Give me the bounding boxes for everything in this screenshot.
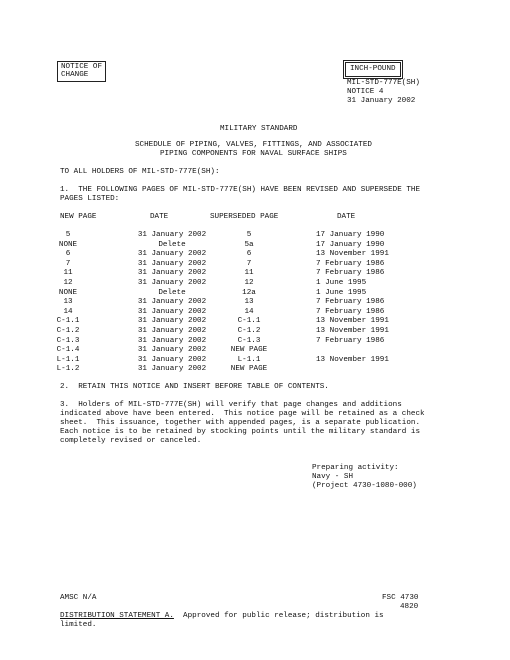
new-date-cell: 31 January 2002 bbox=[137, 231, 207, 239]
superseded-page-cell: NEW PAGE bbox=[230, 365, 268, 374]
table-row bbox=[0, 250, 510, 260]
amsc-code: AMSC N/A bbox=[60, 594, 97, 602]
table-row bbox=[0, 269, 510, 279]
new-page-cell: 5 bbox=[65, 231, 71, 239]
new-page-cell: C-1.1 bbox=[56, 317, 80, 326]
superseded-date-cell: 13 November 1991 bbox=[316, 250, 389, 259]
superseded-page-cell: 13 bbox=[244, 298, 254, 307]
table-row bbox=[0, 346, 510, 356]
new-date-cell: 31 January 2002 bbox=[137, 259, 207, 268]
new-date-cell: 31 January 2002 bbox=[137, 279, 207, 287]
inch-pound-box: INCH-POUND bbox=[345, 62, 401, 77]
table-row bbox=[0, 241, 510, 251]
superseded-page-cell: C-1.2 bbox=[237, 327, 261, 335]
superseded-page-cell: C-1.3 bbox=[237, 336, 261, 345]
superseded-page-cell: C-1.1 bbox=[237, 317, 261, 326]
new-date-cell: 31 January 2002 bbox=[137, 346, 207, 355]
table-row bbox=[0, 356, 510, 366]
table-header-date: DATE bbox=[150, 213, 169, 221]
table-row bbox=[0, 279, 510, 289]
new-page-cell: 6 bbox=[65, 250, 71, 259]
superseded-date-cell: 13 November 1991 bbox=[316, 317, 389, 326]
table-row bbox=[0, 308, 510, 318]
new-page-cell: 14 bbox=[63, 307, 73, 316]
paragraph-3-line-3: sheet. This issuance, together with appended pages, is a separate publication. bbox=[60, 419, 421, 427]
superseded-date-cell: 7 February 1986 bbox=[316, 336, 385, 345]
new-page-cell: 7 bbox=[65, 259, 71, 268]
table-row bbox=[0, 260, 510, 270]
superseded-page-cell: 7 bbox=[246, 259, 252, 268]
new-date-cell: 31 January 2002 bbox=[137, 336, 207, 345]
new-page-cell: L-1.2 bbox=[56, 365, 80, 374]
superseded-date-cell: 17 January 1990 bbox=[316, 240, 385, 249]
distribution-label: DISTRIBUTION STATEMENT A. bbox=[60, 612, 174, 620]
notice-date: 31 January 2002 bbox=[347, 97, 416, 105]
new-page-cell: C-1.2 bbox=[56, 327, 80, 335]
new-date-cell: 31 January 2002 bbox=[137, 250, 207, 259]
superseded-date-cell: 13 November 1991 bbox=[316, 355, 389, 364]
superseded-page-cell: 11 bbox=[244, 269, 254, 278]
superseded-page-cell: 5a bbox=[244, 240, 254, 249]
new-page-cell: 12 bbox=[63, 279, 73, 287]
new-date-cell: 31 January 2002 bbox=[137, 355, 207, 364]
table-row bbox=[0, 317, 510, 327]
new-page-cell: NONE bbox=[58, 288, 78, 297]
preparing-activity-name: Navy - SH bbox=[312, 473, 354, 481]
new-page-cell: 11 bbox=[63, 269, 73, 278]
distribution-text: Approved for public release; distribution is bbox=[173, 612, 384, 620]
new-date-cell: 31 January 2002 bbox=[137, 307, 207, 316]
military-standard-heading: MILITARY STANDARD bbox=[220, 125, 298, 133]
table-header-superseded-page: SUPERSEDED PAGE bbox=[210, 213, 279, 221]
table-row bbox=[0, 365, 510, 375]
to-all-holders: TO ALL HOLDERS OF MIL-STD-777E(SH): bbox=[60, 168, 220, 176]
superseded-page-cell: 12a bbox=[242, 288, 256, 297]
distribution-statement bbox=[60, 612, 384, 621]
superseded-page-cell: 14 bbox=[244, 307, 254, 316]
new-date-cell: Delete bbox=[158, 288, 186, 297]
superseded-date-cell: 17 January 1990 bbox=[316, 231, 385, 239]
new-date-cell: 31 January 2002 bbox=[137, 365, 207, 374]
preparing-activity-project: (Project 4730-1080-000) bbox=[312, 482, 417, 490]
superseded-date-cell: 7 February 1986 bbox=[316, 298, 385, 307]
distribution-text-2: limited. bbox=[60, 621, 97, 629]
new-date-cell: 31 January 2002 bbox=[137, 298, 207, 307]
paragraph-1-line-2: PAGES LISTED: bbox=[60, 195, 120, 203]
title-line-2: PIPING COMPONENTS FOR NAVAL SURFACE SHIPS bbox=[160, 150, 347, 158]
paragraph-3-line-1: 3. Holders of MIL-STD-777E(SH) will verify that page changes and additions bbox=[60, 401, 402, 409]
superseded-page-cell: NEW PAGE bbox=[230, 346, 268, 355]
table-row bbox=[0, 289, 510, 299]
superseded-page-cell: 5 bbox=[246, 231, 252, 239]
new-page-cell: 13 bbox=[63, 298, 73, 307]
new-page-cell: NONE bbox=[58, 240, 78, 249]
fsc-code: FSC 4730 bbox=[382, 594, 419, 602]
superseded-page-cell: 12 bbox=[244, 279, 254, 287]
title-line-1: SCHEDULE OF PIPING, VALVES, FITTINGS, AND ASSOCIATED bbox=[135, 141, 372, 149]
new-date-cell: 31 January 2002 bbox=[137, 269, 207, 278]
document-id: MIL-STD-777E(SH) bbox=[347, 79, 420, 87]
paragraph-3-line-2: indicated above have been entered. This notice page will be retained as a check bbox=[60, 410, 425, 418]
paragraph-2: 2. RETAIN THIS NOTICE AND INSERT BEFORE TABLE OF CONTENTS. bbox=[60, 383, 329, 391]
table-row bbox=[0, 337, 510, 347]
new-date-cell: Delete bbox=[158, 240, 186, 249]
new-date-cell: 31 January 2002 bbox=[137, 327, 207, 335]
paragraph-3-line-5: completely revised or canceled. bbox=[60, 437, 202, 445]
table-row bbox=[0, 327, 510, 337]
superseded-date-cell: 7 February 1986 bbox=[316, 269, 385, 278]
paragraph-1-line-1: 1. THE FOLLOWING PAGES OF MIL-STD-777E(SH) HAVE BEEN REVISED AND SUPERSEDE THE bbox=[60, 186, 421, 194]
superseded-date-cell: 13 November 1991 bbox=[316, 327, 389, 335]
table-header-new-page: NEW PAGE bbox=[60, 213, 97, 221]
table-row bbox=[0, 231, 510, 241]
notice-of-change-box: NOTICE OF CHANGE bbox=[57, 61, 106, 82]
notice-number: NOTICE 4 bbox=[347, 88, 384, 96]
new-date-cell: 31 January 2002 bbox=[137, 317, 207, 326]
superseded-date-cell: 1 June 1995 bbox=[316, 288, 367, 297]
superseded-date-cell: 7 February 1986 bbox=[316, 307, 385, 316]
paragraph-3-line-4: Each notice is to be retained by stocking points until the military standard is bbox=[60, 428, 421, 436]
superseded-date-cell: 7 February 1986 bbox=[316, 259, 385, 268]
table-row bbox=[0, 298, 510, 308]
table-header-date-superseded: DATE bbox=[337, 213, 356, 221]
superseded-date-cell: 1 June 1995 bbox=[316, 279, 367, 287]
fsc-code-2: 4820 bbox=[400, 603, 419, 611]
superseded-page-cell: 6 bbox=[246, 250, 252, 259]
preparing-activity-label: Preparing activity: bbox=[312, 464, 399, 472]
new-page-cell: C-1.4 bbox=[56, 346, 80, 355]
new-page-cell: C-1.3 bbox=[56, 336, 80, 345]
superseded-page-cell: L-1.1 bbox=[237, 355, 261, 364]
new-page-cell: L-1.1 bbox=[56, 355, 80, 364]
